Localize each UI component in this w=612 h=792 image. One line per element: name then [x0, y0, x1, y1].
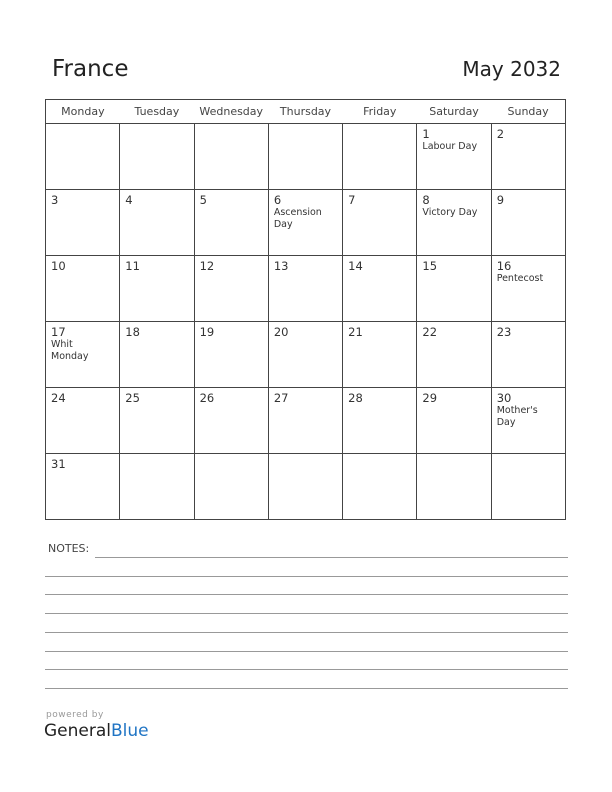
day-cell	[343, 190, 417, 256]
day-cell	[491, 124, 565, 190]
day-number: 30	[496, 391, 512, 405]
day-number: 13	[273, 259, 289, 273]
day-cell-content	[417, 256, 490, 273]
day-number: 19	[199, 325, 215, 339]
day-number: 4	[125, 193, 133, 207]
brand-general: General	[44, 721, 111, 741]
week-row	[46, 124, 566, 190]
day-cell-content	[269, 322, 342, 339]
day-cell-content	[417, 388, 490, 405]
day-cell-content	[120, 256, 193, 273]
week-row	[46, 190, 566, 256]
day-number: 12	[199, 259, 215, 273]
month-year-title: May 2032	[462, 57, 561, 81]
day-cell-content	[343, 190, 416, 207]
weekday-header: Friday	[343, 100, 417, 124]
day-cell	[194, 322, 268, 388]
day-cell-content	[417, 454, 490, 457]
day-cell-content	[120, 388, 193, 405]
holiday-label: Ascension Day	[273, 207, 322, 230]
day-cell	[46, 388, 120, 454]
day-cell	[194, 454, 268, 520]
day-cell	[343, 388, 417, 454]
holiday-label: Whit Monday	[51, 339, 89, 362]
day-number: 21	[348, 325, 363, 339]
day-cell	[268, 454, 342, 520]
day-number: 24	[51, 391, 66, 405]
day-cell	[46, 190, 120, 256]
day-cell-content	[269, 124, 342, 127]
day-cell-content	[492, 388, 565, 429]
day-cell-content	[343, 454, 416, 457]
day-cell-content	[417, 190, 490, 219]
week-row	[46, 454, 566, 520]
day-cell	[343, 256, 417, 322]
day-cell-content	[46, 388, 119, 405]
day-cell-content	[46, 124, 119, 127]
day-cell	[120, 388, 194, 454]
day-cell	[491, 454, 565, 520]
day-number: 29	[422, 391, 438, 405]
day-number: 23	[496, 325, 512, 339]
day-number: 22	[422, 325, 438, 339]
day-cell	[491, 388, 565, 454]
day-number: 8	[422, 193, 430, 207]
day-number: 14	[348, 259, 363, 273]
country-title: France	[52, 56, 129, 82]
day-cell	[417, 190, 491, 256]
calendar-grid	[45, 99, 566, 520]
day-number: 6	[273, 193, 282, 207]
note-line	[45, 651, 568, 652]
day-cell	[491, 256, 565, 322]
day-cell	[194, 190, 268, 256]
day-cell	[417, 124, 491, 190]
day-cell-content	[492, 190, 565, 207]
day-cell-content	[195, 454, 268, 457]
day-number: 27	[273, 391, 289, 405]
day-number: 10	[51, 259, 66, 273]
note-line	[95, 557, 568, 558]
weekday-header: Thursday	[268, 100, 342, 124]
day-cell-content	[195, 388, 268, 405]
day-cell-content	[343, 256, 416, 273]
day-number: 17	[51, 325, 66, 339]
day-cell-content	[492, 322, 565, 339]
day-cell	[120, 190, 194, 256]
day-cell	[343, 322, 417, 388]
note-line	[45, 613, 568, 614]
day-cell-content	[417, 322, 490, 339]
generalblue-logo	[44, 721, 149, 741]
day-cell	[46, 322, 120, 388]
day-cell-content	[343, 124, 416, 127]
day-cell-content	[269, 256, 342, 273]
day-cell-content	[46, 322, 119, 363]
day-cell	[120, 454, 194, 520]
day-number: 18	[125, 325, 140, 339]
weekday-header-row	[46, 100, 566, 124]
day-number: 9	[496, 193, 505, 207]
note-line	[45, 688, 568, 689]
day-cell-content	[492, 124, 565, 141]
day-cell-content	[195, 190, 268, 207]
day-cell	[343, 454, 417, 520]
day-cell	[120, 256, 194, 322]
day-cell-content	[343, 322, 416, 339]
day-cell	[120, 322, 194, 388]
note-line	[45, 576, 568, 577]
day-cell	[491, 190, 565, 256]
day-cell	[417, 322, 491, 388]
day-cell-content	[195, 256, 268, 273]
day-number: 20	[273, 325, 289, 339]
week-row	[46, 256, 566, 322]
day-cell-content	[120, 124, 193, 127]
day-cell-content	[417, 124, 490, 153]
day-cell	[46, 124, 120, 190]
holiday-label: Labour Day	[422, 141, 478, 152]
notes-label: NOTES:	[48, 542, 90, 555]
day-cell	[194, 124, 268, 190]
day-cell-content	[120, 454, 193, 457]
brand-blue: Blue	[111, 721, 149, 741]
day-cell	[491, 322, 565, 388]
day-cell	[120, 124, 194, 190]
day-number: 26	[199, 391, 215, 405]
powered-by-text: powered by	[46, 710, 104, 720]
day-cell	[46, 256, 120, 322]
day-number: 2	[496, 127, 505, 141]
day-cell-content	[46, 190, 119, 207]
note-line	[45, 669, 568, 670]
note-line	[45, 632, 568, 633]
day-number: 1	[422, 127, 430, 141]
day-number: 3	[51, 193, 59, 207]
day-cell-content	[269, 454, 342, 457]
day-cell-content	[343, 388, 416, 405]
day-number: 5	[199, 193, 207, 207]
weekday-header: Monday	[46, 100, 120, 124]
day-cell-content	[492, 454, 565, 457]
day-cell-content	[46, 454, 119, 471]
week-row	[46, 388, 566, 454]
day-cell	[194, 388, 268, 454]
holiday-label: Victory Day	[422, 207, 478, 218]
day-cell-content	[120, 190, 193, 207]
day-cell-content	[46, 256, 119, 273]
day-cell	[194, 256, 268, 322]
day-cell	[417, 454, 491, 520]
day-number: 7	[348, 193, 356, 207]
day-number: 25	[125, 391, 140, 405]
day-cell-content	[492, 256, 565, 285]
weekday-header: Saturday	[417, 100, 491, 124]
day-number: 11	[125, 259, 140, 273]
day-cell	[417, 256, 491, 322]
day-cell	[268, 256, 342, 322]
day-cell-content	[195, 322, 268, 339]
day-cell	[417, 388, 491, 454]
day-cell	[343, 124, 417, 190]
day-number: 28	[348, 391, 363, 405]
holiday-label: Pentecost	[496, 273, 544, 284]
week-row	[46, 322, 566, 388]
weekday-header: Sunday	[491, 100, 565, 124]
weekday-header: Wednesday	[194, 100, 268, 124]
day-cell-content	[269, 388, 342, 405]
day-cell-content	[195, 124, 268, 127]
day-number: 15	[422, 259, 438, 273]
day-cell-content	[269, 190, 342, 231]
day-cell	[268, 124, 342, 190]
note-line	[45, 594, 568, 595]
day-cell	[268, 388, 342, 454]
day-cell-content	[120, 322, 193, 339]
day-cell	[268, 322, 342, 388]
weekday-header: Tuesday	[120, 100, 194, 124]
holiday-label: Mother's Day	[496, 405, 538, 428]
day-cell	[268, 190, 342, 256]
day-number: 16	[496, 259, 512, 273]
day-cell	[46, 454, 120, 520]
day-number: 31	[51, 457, 66, 471]
